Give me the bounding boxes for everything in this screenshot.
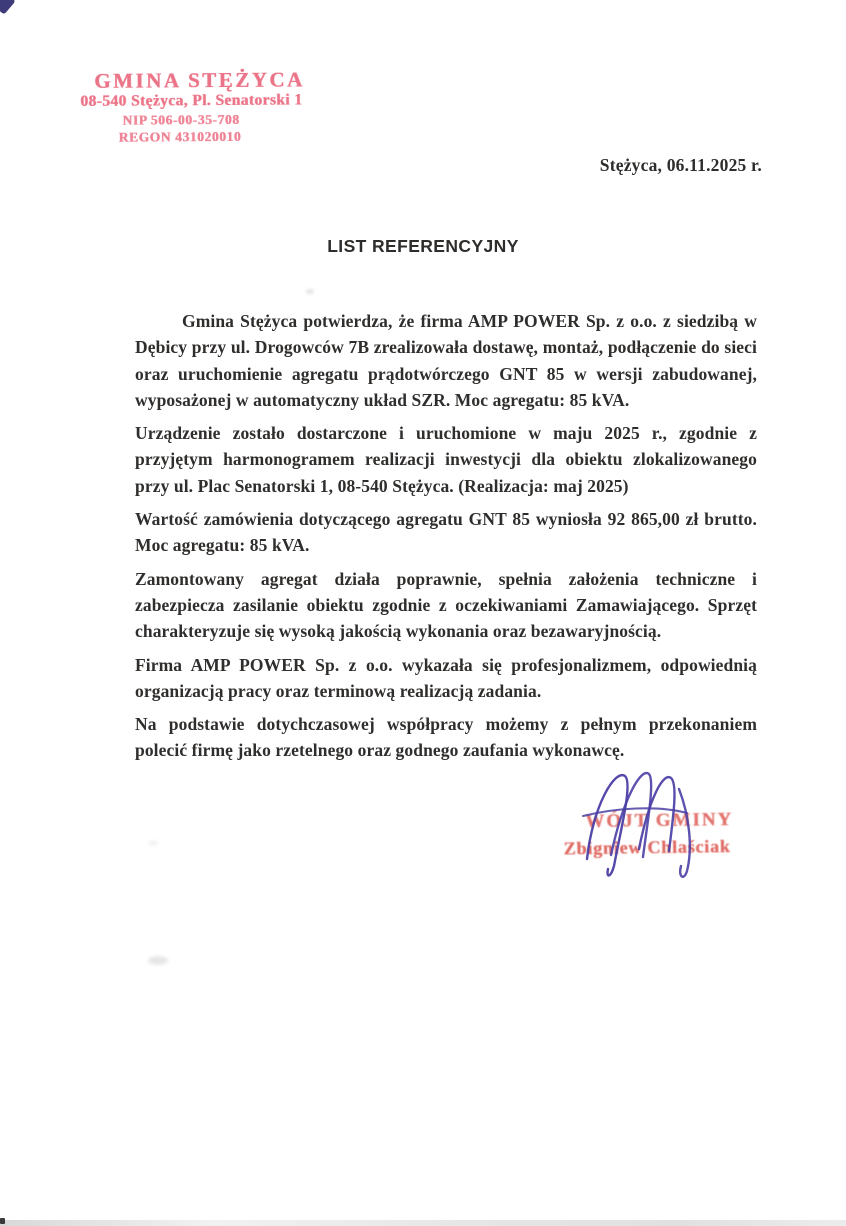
scan-corner-mark [0, 0, 16, 15]
letter-body [135, 308, 757, 771]
paragraph-3: Wartość zamówienia dotyczącego agregatu GNT 85 wyniosła 92 865,00 zł brutto. Moc agregatu: 85 kVA. [135, 509, 757, 556]
document-title: LIST REFERENCYJNY [327, 236, 519, 256]
handwritten-signature [575, 763, 715, 887]
paragraph-6: Na podstawie dotychczasowej współpracy możemy z pełnym przekonaniem polecić firmę jako rzetelnego oraz godnego zaufania wykonawcę. [135, 714, 757, 761]
signature-stamp-title: WÓJT GMINY [585, 809, 734, 833]
sender-stamp-name: GMINA STĘŻYCA [94, 67, 305, 93]
sender-stamp-nip: NIP 506-00-35-708 [122, 111, 240, 128]
signature-stamp-name: Zbigniew Chlaściak [563, 836, 731, 859]
scan-bottom-edge [0, 1220, 846, 1226]
date-line: Stężyca, 06.11.2025 r. [599, 155, 762, 175]
paragraph-1: Gmina Stężyca potwierdza, że firma AMP POWER Sp. z o.o. z siedzibą w Dębicy przy ul. Drogowców 7B zrealizowała dostawę, montaż, podłączenie do sieci oraz uruchomienie agregatu prądotwórczego GNT 85 w wersji zabudowanej, wyposażonej w automatyczny układ SZR. Moc agregatu: 85 kVA. [135, 311, 757, 410]
paragraph-2: Urządzenie zostało dostarczone i uruchomione w maju 2025 r., zgodnie z przyjętym harmonogramem realizacji inwestycji dla obiektu zlokalizowanego przy ul. Plac Senatorski 1, 08-540 Stężyca. (Realizacja: maj 2025) [135, 423, 757, 496]
scan-smudge [148, 956, 168, 965]
paragraph-4: Zamontowany agregat działa poprawnie, spełnia założenia techniczne i zabezpiecza zasilanie obiektu zgodnie z oczekiwaniami Zamawiającego. Sprzęt charakteryzuje się wysoką jakością wykonania oraz bezawaryjnością. [135, 568, 757, 642]
scan-smudge [148, 841, 158, 845]
sender-stamp-regon: REGON 431020010 [118, 128, 242, 145]
scan-bottom-dot [0, 1218, 5, 1224]
sender-stamp [78, 61, 378, 145]
sender-stamp-address: 08-540 Stężyca, Pl. Senatorski 1 [80, 91, 303, 111]
scan-smudge [306, 289, 314, 294]
paragraph-5: Firma AMP POWER Sp. z o.o. wykazała się profesjonalizmem, odpowiednią organizacją pracy oraz terminową realizacją zadania. [135, 654, 757, 701]
